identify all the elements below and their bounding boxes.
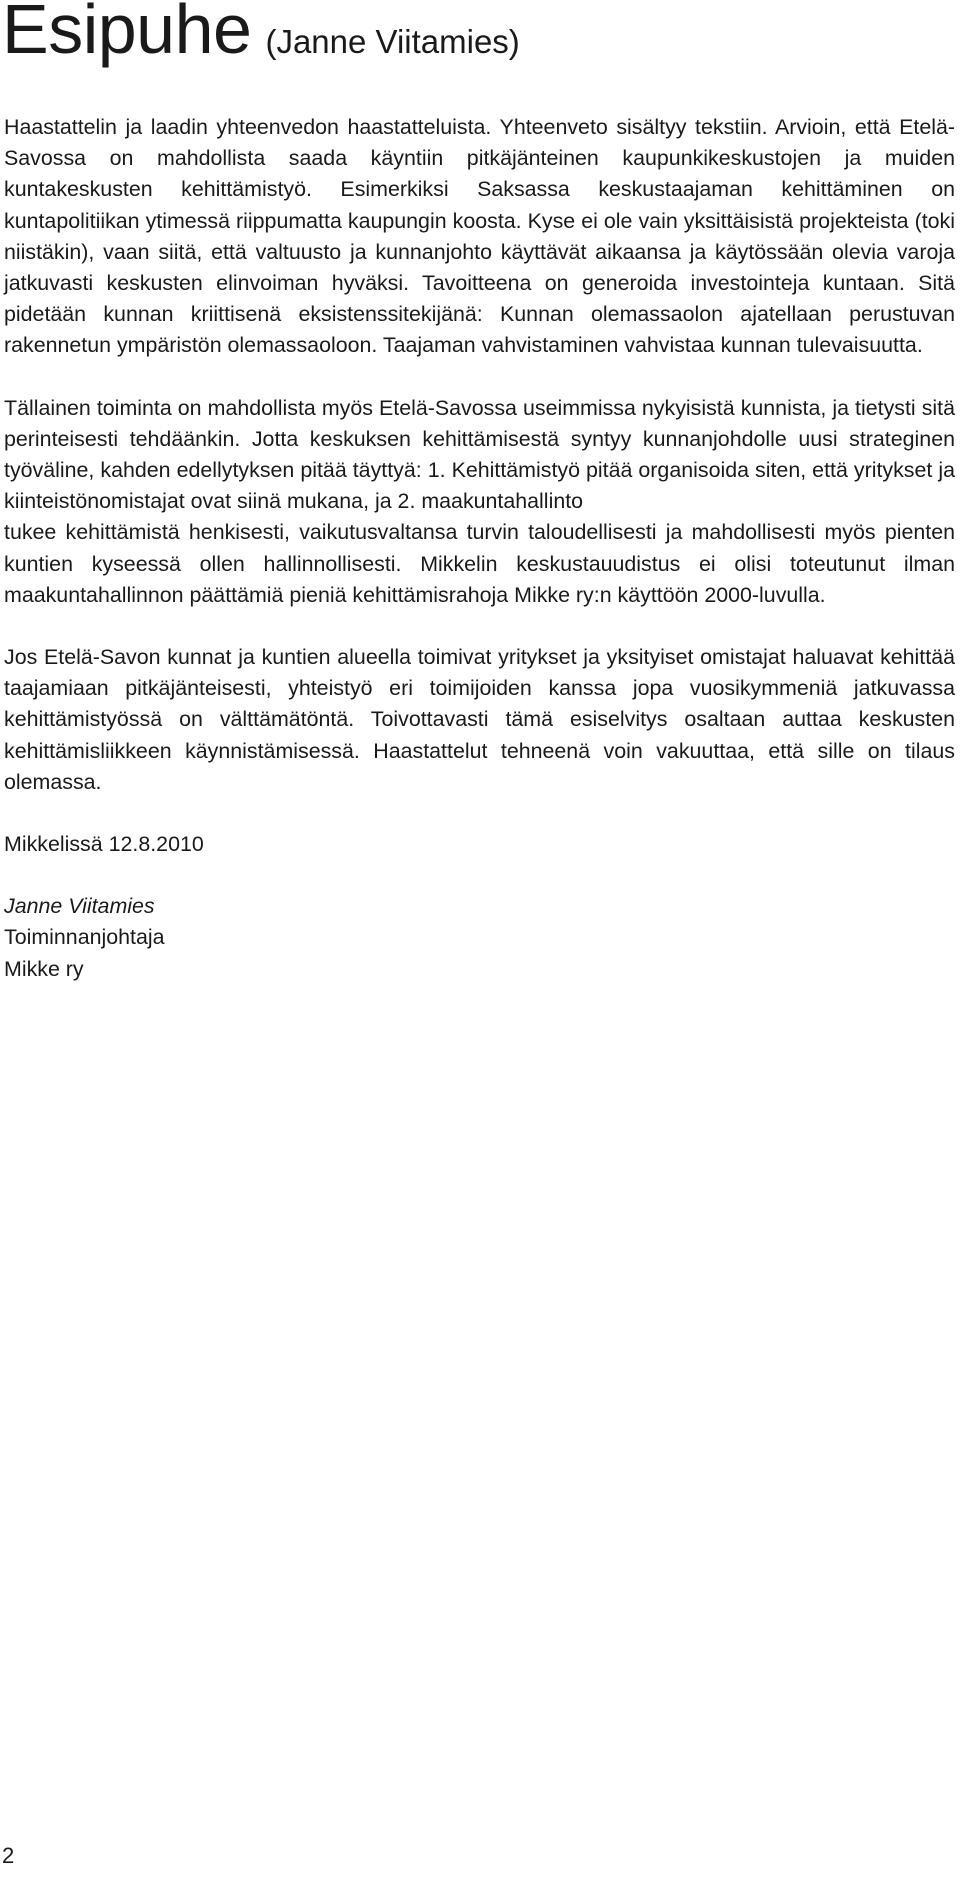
title-main: Esipuhe xyxy=(2,0,252,68)
body-text xyxy=(4,112,955,985)
signature-role: Toiminnanjohtaja xyxy=(4,925,165,950)
signature-organization: Mikke ry xyxy=(4,956,84,981)
page-number: 2 xyxy=(2,1843,15,1868)
paragraph-intro: Haastattelin ja laadin yhteenvedon haastatteluista. Yhteenveto sisältyy tekstiin. Arvioin, että Etelä-Savossa on mahdollista saada käyntiin pitkäjänteinen kaupunkikeskustojen ja muiden kuntakeskusten kehittämistyö. Esimerkiksi Saksassa keskustaajaman kehittäminen on kuntapolitiikan ytimessä riippumatta kaupungin koosta. Kyse ei ole vain yksittäisistä projekteista (toki niistäkin), vaan siitä, että valtuusto ja kunnanjohto käyttävät aikaansa ja käytössään olevia varoja jatkuvasti keskusten elinvoiman hyväksi. Tavoitteena on generoida investointeja kuntaan. Sitä pidetään kunnan kriittisenä eksistenssitekijänä: Kunnan olemassaolon ajatellaan perustuvan rakennetun ympäristön olemassaoloon. Taajaman vahvistaminen vahvistaa kunnan tulevaisuutta. xyxy=(4,115,955,358)
paragraph-conditions: Tällainen toiminta on mahdollista myös Etelä-Savossa useimmissa nykyisistä kunnista, ja tietysti sitä perinteisesti tehdäänkin. Jotta keskuksen kehittämisestä syntyy kunnanjohdolle uusi strateginen työväline, kahden edellytyksen pitää täyttyä: 1. Kehittämistyö pitää organisoida siten, että yritykset ja kiinteistönomistajat ovat siinä mukana, ja 2. maakuntahallinto xyxy=(4,395,955,514)
place-date: Mikkelissä 12.8.2010 xyxy=(4,832,204,857)
paragraph-regional-support: tukee kehittämistä henkisesti, vaikutusvaltansa turvin taloudellisesti ja mahdollisesti myös pienten kuntien kyseessä ollen hallinnollisesti. Mikkelin keskustauudistus ei olisi toteutunut ilman maakuntahallinnon päättämiä pieniä kehittämisrahoja Mikke ry:n käyttöön 2000-luvulla. xyxy=(4,520,955,607)
title-author: (Janne Viitamies) xyxy=(265,23,520,60)
paragraph-conclusion: Jos Etelä-Savon kunnat ja kuntien alueella toimivat yritykset ja yksityiset omistajat haluavat kehittää taajamiaan pitkäjänteisesti, yhteistyö eri toimijoiden kanssa jopa vuosikymmeniä jatkuvassa kehittämistyössä on välttämätöntä. Toivottavasti tämä esiselvitys osaltaan auttaa keskusten kehittämisliikkeen käynnistämisessä. Haastattelut tehneenä voin vakuuttaa, että sille on tilaus olemassa. xyxy=(4,645,955,794)
page-title xyxy=(2,0,520,68)
signature-name: Janne Viitamies xyxy=(4,894,155,919)
